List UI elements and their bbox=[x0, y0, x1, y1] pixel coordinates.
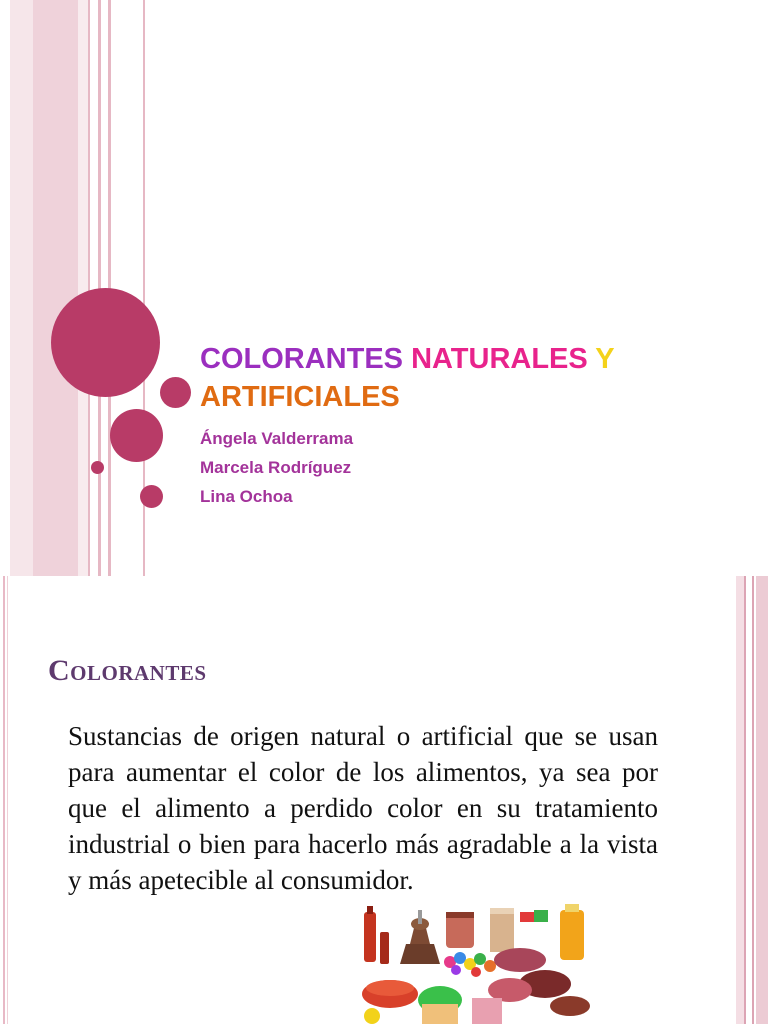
food-collage-image bbox=[360, 904, 592, 1024]
stripe bbox=[744, 576, 746, 1024]
author-name: Marcela Rodríguez bbox=[200, 458, 352, 477]
stripe-line bbox=[7, 576, 8, 1024]
food-collage-icon bbox=[360, 904, 592, 1024]
decorative-circle bbox=[160, 377, 191, 408]
body-text: Sustancias de origen natural o artificial que se usan para aumentar el color de los alimentos, ya sea por que el alimento a perdido color en su tratamiento industrial o bien para hacerlo más agradable a la vista y más apetecible al consumidor. bbox=[68, 721, 658, 895]
author-name: Lina Ochoa bbox=[200, 487, 293, 506]
stripe bbox=[736, 576, 744, 1024]
decorative-circle bbox=[91, 461, 104, 474]
title-part: Y bbox=[595, 343, 615, 375]
title-part: COLORANTES bbox=[200, 343, 403, 375]
stripe bbox=[33, 0, 78, 576]
content-slide bbox=[0, 576, 768, 1024]
decorative-circle bbox=[140, 485, 163, 508]
stripe-line bbox=[3, 576, 5, 1024]
author-list bbox=[200, 424, 353, 511]
stripe-line bbox=[88, 0, 90, 576]
stripe bbox=[752, 576, 754, 1024]
stripe bbox=[756, 576, 768, 1024]
title-part: NATURALES bbox=[411, 343, 588, 375]
decorative-circle bbox=[51, 288, 160, 397]
author-name: Ángela Valderrama bbox=[200, 429, 354, 448]
stripe bbox=[10, 0, 33, 576]
title-part: ARTIFICIALES bbox=[200, 381, 400, 413]
slide-heading: Colorantes bbox=[48, 654, 207, 687]
slide-title bbox=[200, 340, 670, 416]
decorative-circle bbox=[110, 409, 163, 462]
